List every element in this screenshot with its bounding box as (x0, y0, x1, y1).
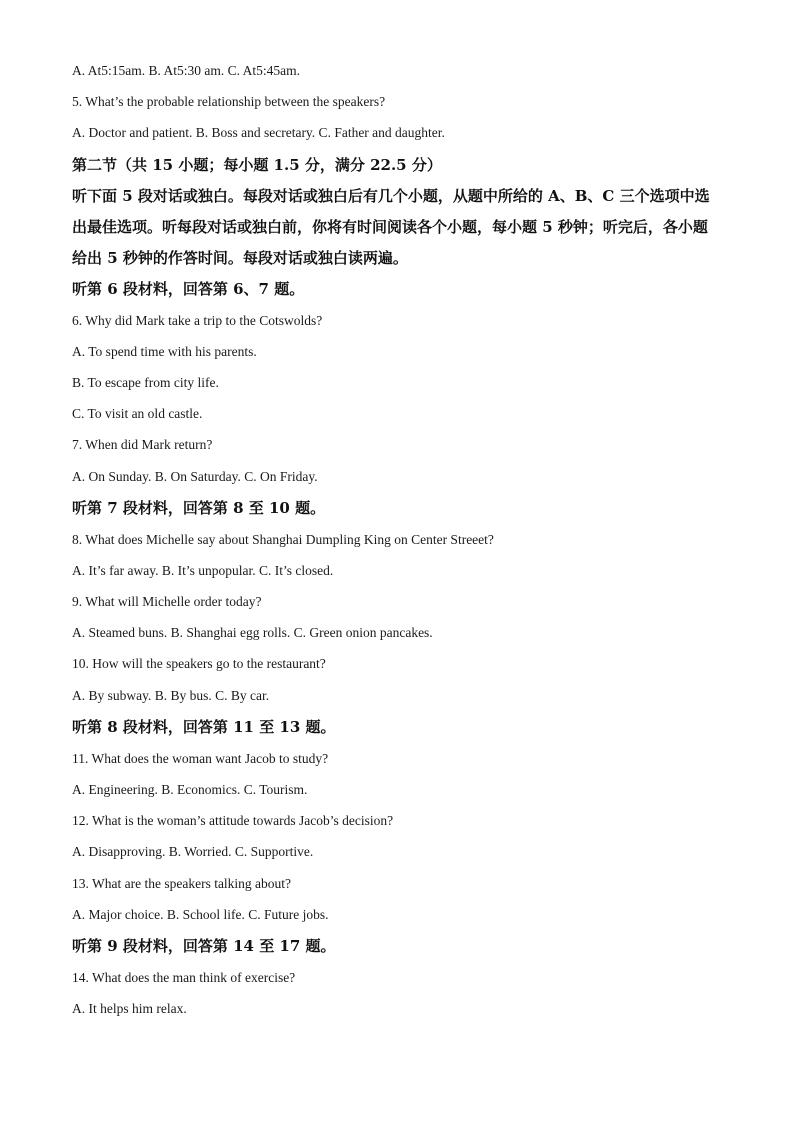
section-heading: 第二节（共 15 小题；每小题 1.5 分，满分 22.5 分） (72, 155, 442, 174)
material-heading-8: 听第 8 段材料，回答第 11 至 13 题。 (72, 717, 336, 736)
question-7: 7. When did Mark return? (72, 437, 213, 453)
material-heading-6: 听第 6 段材料，回答第 6、7 题。 (72, 279, 305, 298)
question-14: 14. What does the man think of exercise? (72, 969, 296, 985)
option-line: A. On Sunday. B. On Saturday. C. On Friday. (72, 468, 318, 484)
option-line: A. Steamed buns. B. Shanghai egg rolls. C. Green onion pancakes. (72, 625, 433, 641)
option-line: A. By subway. B. By bus. C. By car. (72, 687, 270, 703)
question-8: 8. What does Michelle say about Shanghai Dumpling King on Center Streeet? (72, 531, 494, 547)
section-instructions: 听下面 5 段对话或独白。每段对话或独白后有几个小题，从题中所给的 A、B、C 三个选项中选出最佳选项。听每段对话或独白前，你将有时间阅读各个小题，每小题 5 秒钟；听完后，各小题给出 5 秒钟的作答时间。每段对话或独白读两遍。 (72, 186, 710, 267)
question-5: 5. What’s the probable relationship between the speakers? (72, 94, 386, 110)
option-line: A. Disapproving. B. Worried. C. Supportive. (72, 844, 314, 860)
question-10: 10. How will the speakers go to the restaurant? (72, 656, 326, 672)
question-12: 12. What is the woman’s attitude towards Jacob’s decision? (72, 813, 394, 829)
option-line: C. To visit an old castle. (72, 406, 203, 422)
option-line: A. To spend time with his parents. (72, 343, 257, 359)
option-line: A. Major choice. B. School life. C. Future jobs. (72, 906, 329, 922)
question-13: 13. What are the speakers talking about? (72, 875, 292, 891)
option-line: A. Doctor and patient. B. Boss and secretary. C. Father and daughter. (72, 125, 445, 141)
question-11: 11. What does the woman want Jacob to study? (72, 750, 329, 766)
material-heading-7: 听第 7 段材料，回答第 8 至 10 题。 (72, 498, 326, 517)
option-line: B. To escape from city life. (72, 374, 219, 390)
option-line: A. It’s far away. B. It’s unpopular. C. It’s closed. (72, 562, 334, 578)
page-content (72, 62, 722, 1031)
material-heading-9: 听第 9 段材料，回答第 14 至 17 题。 (72, 936, 336, 955)
option-line: A. At5:15am. B. At5:30 am. C. At5:45am. (72, 63, 301, 78)
option-line: A. Engineering. B. Economics. C. Tourism. (72, 782, 308, 797)
question-6: 6. Why did Mark take a trip to the Cotswolds? (72, 312, 323, 328)
question-9: 9. What will Michelle order today? (72, 594, 262, 610)
option-line: A. It helps him relax. (72, 1001, 187, 1017)
